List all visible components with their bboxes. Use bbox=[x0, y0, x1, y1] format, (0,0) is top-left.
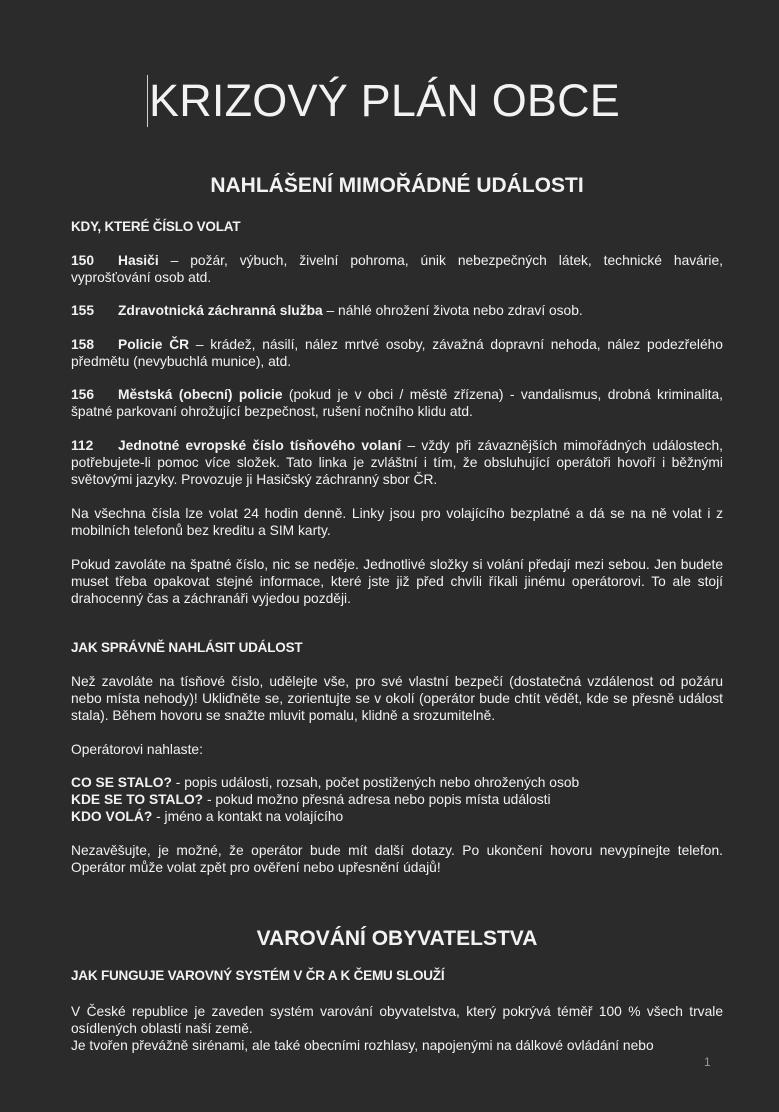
emergency-number-158 bbox=[71, 336, 723, 370]
paragraph-tell-operator: Operátorovi nahlaste: bbox=[71, 742, 203, 757]
document-title: KRIZOVÝ PLÁN OBCE bbox=[149, 75, 621, 126]
service-name: Hasiči bbox=[118, 253, 159, 268]
service-name: Jednotné evropské číslo tísňového volaní bbox=[118, 438, 402, 453]
paragraph-sirens: Je tvořen převážně sirénami, ale také obecními rozhlasy, napojenými na dálkové ovládání nebo bbox=[71, 1038, 654, 1053]
paragraph-warning-coverage: V České republice je zaveden systém varování obyvatelstva, který pokrývá téměř 100 % všech trvale osídlených oblastí naší země. bbox=[71, 1004, 723, 1036]
emergency-number-150 bbox=[71, 252, 723, 286]
number-158: 158 bbox=[71, 337, 95, 352]
subheading-how-to-report: JAK SPRÁVNĚ NAHLÁSIT UDÁLOST bbox=[71, 640, 303, 655]
emergency-number-156 bbox=[71, 386, 723, 420]
text-cursor bbox=[147, 75, 148, 127]
service-name: Městská (obecní) policie bbox=[118, 387, 283, 402]
service-description: – náhlé ohrožení života nebo zdraví osob. bbox=[322, 303, 583, 318]
emergency-number-155 bbox=[71, 302, 723, 319]
service-description: – krádež, násilí, nález mrtvé osoby, závažná dopravní nehoda, nález podezřelého předmětu (nevybuchlá munice), atd. bbox=[71, 337, 723, 369]
section-heading-warning: VAROVÁNÍ OBYVATELSTVA bbox=[256, 927, 538, 950]
number-156: 156 bbox=[71, 387, 95, 402]
checklist-what: CO SE STALO? - popis události, rozsah, počet postižených nebo ohrožených osob bbox=[71, 775, 580, 790]
subheading-when-which-number: KDY, KTERÉ ČÍSLO VOLAT bbox=[71, 219, 241, 234]
number-155: 155 bbox=[71, 303, 95, 318]
page-number: 1 bbox=[704, 1055, 711, 1069]
number-112: 112 bbox=[71, 438, 94, 453]
service-description: – vždy při závaznějších mimořádných událostech, potřebujete-li pomoc více složek. Tato linka je zvláštní i tím, že obsluhující operátoři hovoří i běžnými světovými jazyky. Provozuje ji Hasičský záchranný sbor ČR. bbox=[71, 438, 723, 487]
service-name: Policie ČR bbox=[118, 337, 190, 352]
checklist-where: KDE SE TO STALO? - pokud možno přesná adresa nebo popis místa události bbox=[71, 792, 551, 807]
checklist-who: KDO VOLÁ? - jméno a kontakt na volajícího bbox=[71, 809, 344, 824]
number-150: 150 bbox=[71, 253, 95, 268]
paragraph-before-calling: Než zavoláte na tísňové číslo, udělejte vše, pro své vlastní bezpečí (dostatečná vzdálenost od požáru nebo místa nehody)! Ukliďněte se, zorientujte se v okolí (operátor bude chtít vědět, kde se přesně událost stala). Během hovoru se snažte mluvit pomalu, klidně a srozumitelně. bbox=[71, 674, 723, 723]
title-block bbox=[147, 73, 620, 129]
paragraph-do-not-hang-up: Nezavěšujte, je možné, že operátor bude mít další dotazy. Po ukončení hovoru nevypínejte telefon. Operátor může volat zpět pro ověření nebo upřesnění údajů! bbox=[71, 843, 723, 875]
service-description: – požár, výbuch, živelní pohroma, únik nebezpečných látek, technické havárie, vyprošťování osob atd. bbox=[71, 253, 723, 285]
service-description: (pokud je v obci / městě zřízena) - vandalismus, drobná kriminalita, špatné parkovaní ohrožující bezpečnost, rušení nočního klidu atd. bbox=[71, 387, 723, 419]
subheading-warning-system: JAK FUNGUJE VAROVNÝ SYSTÉM V ČR A K ČEMU SLOUŽÍ bbox=[71, 968, 445, 983]
paragraph-24h: Na všechna čísla lze volat 24 hodin denně. Linky jsou pro volajícího bezplatné a dá se na ně volat i z mobilních telefonů bez kreditu a SIM karty. bbox=[71, 506, 723, 538]
section-heading-reporting: NAHLÁŠENÍ MIMOŘÁDNÉ UDÁLOSTI bbox=[210, 174, 584, 197]
emergency-number-112 bbox=[71, 437, 723, 488]
paragraph-wrong-number: Pokud zavoláte na špatné číslo, nic se neděje. Jednotlivé složky si volání předají mezi sebou. Jen budete muset třeba opakovat stejné informace, které jste již před chvíli říkali jinému operátorovi. To ale stojí drahocenný čas a záchranáři vyjedou později. bbox=[71, 557, 723, 606]
service-name: Zdravotnická záchranná služba bbox=[118, 303, 323, 318]
report-checklist bbox=[71, 774, 723, 825]
